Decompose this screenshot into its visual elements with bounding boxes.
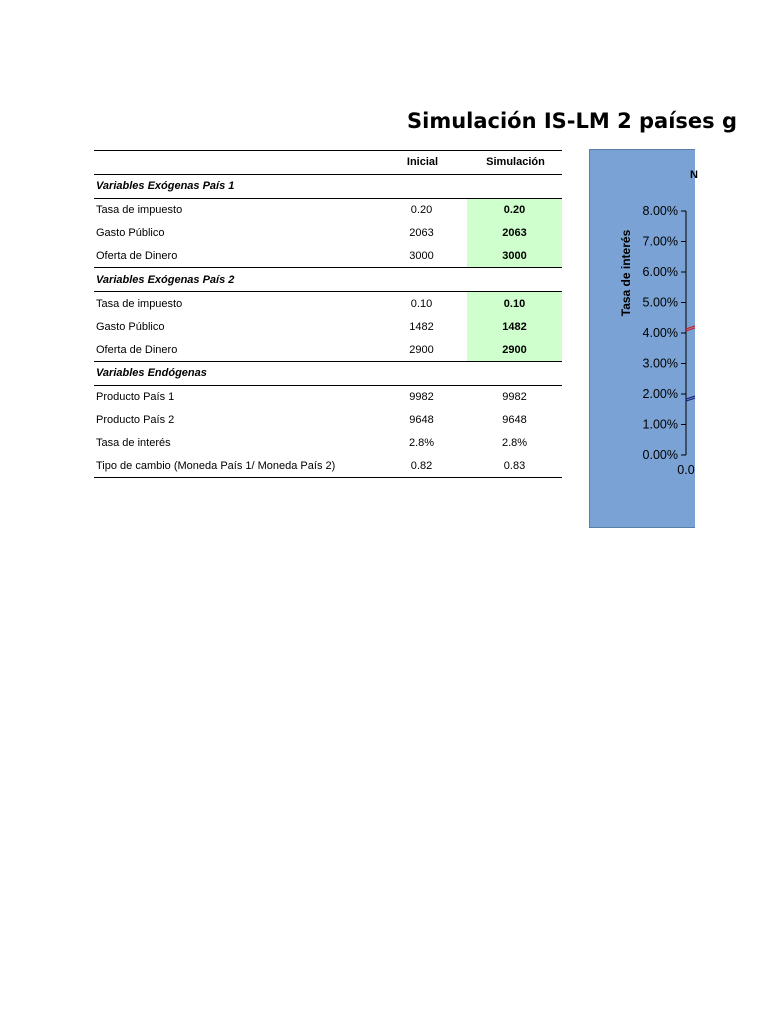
table-row: [94, 338, 562, 361]
y-axis-title: Tasa de interés: [619, 229, 633, 317]
row-label: Gasto Público: [96, 320, 165, 333]
initial-value: 1482: [409, 320, 434, 333]
simulation-value[interactable]: 2063: [467, 222, 562, 245]
section-header-row: [94, 268, 562, 292]
section-title: Variables Exógenas País 1: [94, 174, 562, 198]
initial-value: 3000: [409, 250, 434, 262]
row-label: Gasto Público: [96, 227, 165, 240]
x-tick-label: 0.0: [677, 463, 695, 477]
islm-chart: [590, 150, 698, 527]
table-row: [94, 455, 562, 478]
chart-title: N: [690, 169, 698, 181]
initial-value: 9982: [409, 391, 434, 404]
row-label: Oferta de Dinero: [96, 343, 178, 356]
simulation-value: 9648: [502, 414, 527, 427]
table-row: [94, 432, 562, 455]
row-label: Tipo de cambio (Moneda País 1/ Moneda País 2): [94, 455, 376, 478]
simulation-value[interactable]: 0.10: [467, 292, 562, 315]
page-title: Simulación IS-LM 2 países g: [407, 109, 738, 133]
initial-value: 2.8%: [408, 437, 435, 450]
y-tick-label: 4.00%: [642, 326, 678, 340]
simulation-value[interactable]: 1482: [467, 315, 562, 338]
y-tick-label: 0.00%: [642, 448, 678, 462]
initial-value: 0.82: [376, 455, 467, 478]
table-row: [94, 245, 562, 268]
header-initial: Inicial: [406, 156, 439, 169]
initial-value: 2900: [409, 343, 434, 356]
y-tick-label: 8.00%: [642, 204, 678, 218]
section-header-row: [94, 362, 562, 386]
y-tick-label: 1.00%: [642, 417, 678, 432]
row-label: Producto País 1: [96, 391, 175, 404]
table-row: [94, 292, 562, 315]
initial-value: 0.20: [410, 204, 433, 217]
table-row: [94, 222, 562, 245]
table-row: [94, 315, 562, 338]
row-label: Tasa de impuesto: [96, 204, 183, 217]
y-tick-label: 7.00%: [642, 234, 678, 249]
y-tick-label: 3.00%: [642, 356, 678, 371]
simulation-value[interactable]: 3000: [467, 245, 562, 268]
simulation-value: 9982: [502, 391, 527, 404]
y-tick-label: 6.00%: [642, 265, 678, 279]
section-title: Variables Exógenas País 2: [94, 268, 562, 292]
initial-value: 9648: [409, 414, 434, 427]
simulation-value: 0.83: [467, 455, 562, 478]
table-row: [94, 385, 562, 408]
y-tick-label: 2.00%: [642, 387, 678, 401]
simulation-value[interactable]: 2900: [467, 338, 562, 361]
row-label: Tasa de interés: [96, 437, 171, 450]
section-header-row: [94, 174, 562, 198]
table-header-row: [94, 151, 562, 175]
simulation-value: 2.8%: [501, 437, 528, 450]
initial-value: 2063: [409, 227, 434, 240]
row-label: Tasa de impuesto: [96, 297, 183, 310]
y-tick-label: 5.00%: [642, 295, 678, 310]
table-row: [94, 409, 562, 432]
row-label: Oferta de Dinero: [96, 250, 178, 262]
header-blank: [94, 151, 376, 175]
initial-value: 0.10: [410, 297, 433, 310]
simulation-table: [94, 150, 562, 478]
table-row: [94, 198, 562, 221]
header-simulation: Simulación: [486, 156, 545, 169]
simulation-value[interactable]: 0.20: [467, 198, 562, 221]
row-label: Producto País 2: [96, 414, 175, 427]
section-title: Variables Endógenas: [94, 362, 562, 386]
islm-chart-panel: [589, 149, 698, 528]
